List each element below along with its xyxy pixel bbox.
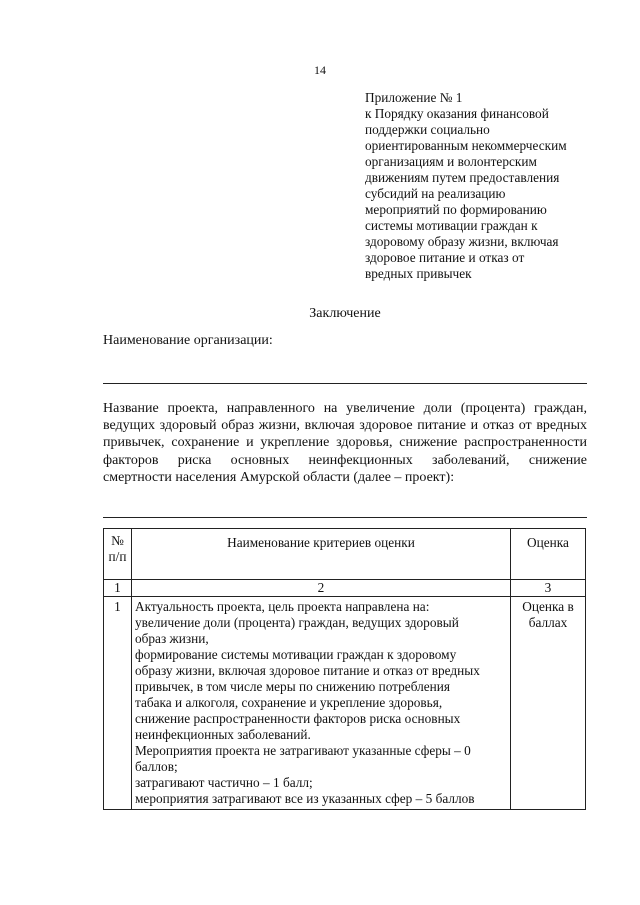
appendix-line: движениям путем предоставления <box>365 170 560 185</box>
criteria-line: табака и алкоголя, сохранение и укрепление здоровья, <box>135 695 443 710</box>
appendix-line: здоровому образу жизни, включая <box>365 234 559 249</box>
project-label-line: смертности населения Амурской области (далее – проект): <box>103 469 455 485</box>
criteria-line: неинфекционных заболеваний. <box>135 727 311 742</box>
appendix-line: организациям и волонтерским <box>365 154 537 169</box>
appendix-line: Приложение № 1 <box>365 90 463 105</box>
appendix-line: ориентированным некоммерческим <box>365 138 567 153</box>
row-num-cell: 1 <box>104 597 132 810</box>
table-row <box>104 597 586 810</box>
header-num-label: п/п <box>108 549 127 564</box>
criteria-line: затрагивают частично – 1 балл; <box>135 775 313 790</box>
project-label-line: привычек, сохранение и укрепление здоровья, снижение распространенности <box>103 435 587 451</box>
table-header-row <box>104 529 586 580</box>
row-score-cell <box>511 597 586 810</box>
criteria-table <box>103 528 586 810</box>
criteria-line: баллов; <box>135 759 178 774</box>
column-number-cell: 3 <box>511 580 586 597</box>
appendix-line: мероприятий по формированию <box>365 202 547 217</box>
criteria-line: образу жизни, включая здоровое питание и отказ от вредных <box>135 663 480 678</box>
column-number-cell: 1 <box>104 580 132 597</box>
column-number-cell: 2 <box>132 580 511 597</box>
appendix-line: к Порядку оказания финансовой <box>365 106 549 121</box>
appendix-line: здоровое питание и отказ от <box>365 250 525 265</box>
score-line: Оценка в <box>522 599 574 614</box>
project-name-line <box>103 517 587 518</box>
header-score-cell: Оценка <box>511 529 586 580</box>
criteria-line: Мероприятия проекта не затрагивают указанные сферы – 0 <box>135 743 471 758</box>
header-num-cell <box>104 529 132 580</box>
appendix-header <box>365 90 605 282</box>
column-number-row <box>104 580 586 597</box>
project-label-line: факторов риска основных неинфекционных заболеваний, снижение <box>103 452 587 468</box>
project-label-line: ведущих здоровый образ жизни, включая здоровое питание и отказ от вредных <box>103 418 587 434</box>
appendix-line: поддержки социально <box>365 122 490 137</box>
criteria-line: образ жизни, <box>135 631 209 646</box>
criteria-line: привычек, в том числе меры по снижению потребления <box>135 679 451 694</box>
header-num-label: № <box>111 533 124 548</box>
criteria-line: снижение распространенности факторов риска основных <box>135 711 461 726</box>
criteria-line: мероприятия затрагивают все из указанных сфер – 5 баллов <box>135 791 475 806</box>
project-label <box>103 400 587 486</box>
organization-name-line <box>103 383 587 384</box>
row-criteria-cell <box>132 597 511 810</box>
appendix-line: субсидий на реализацию <box>365 186 506 201</box>
score-line: баллах <box>528 615 568 630</box>
appendix-line: вредных привычек <box>365 266 472 281</box>
criteria-line: увеличение доли (процента) граждан, ведущих здоровый <box>135 615 459 630</box>
organization-label: Наименование организации: <box>103 333 273 348</box>
criteria-line: формирование системы мотивации граждан к здоровому <box>135 647 457 662</box>
criteria-line: Актуальность проекта, цель проекта направлена на: <box>135 599 430 614</box>
header-criteria-cell: Наименование критериев оценки <box>132 529 511 580</box>
project-label-line: Название проекта, направленного на увеличение доли (процента) граждан, <box>103 401 587 416</box>
document-title: Заключение <box>309 306 381 321</box>
page-number: 14 <box>314 63 326 77</box>
appendix-line: системы мотивации граждан к <box>365 218 538 233</box>
